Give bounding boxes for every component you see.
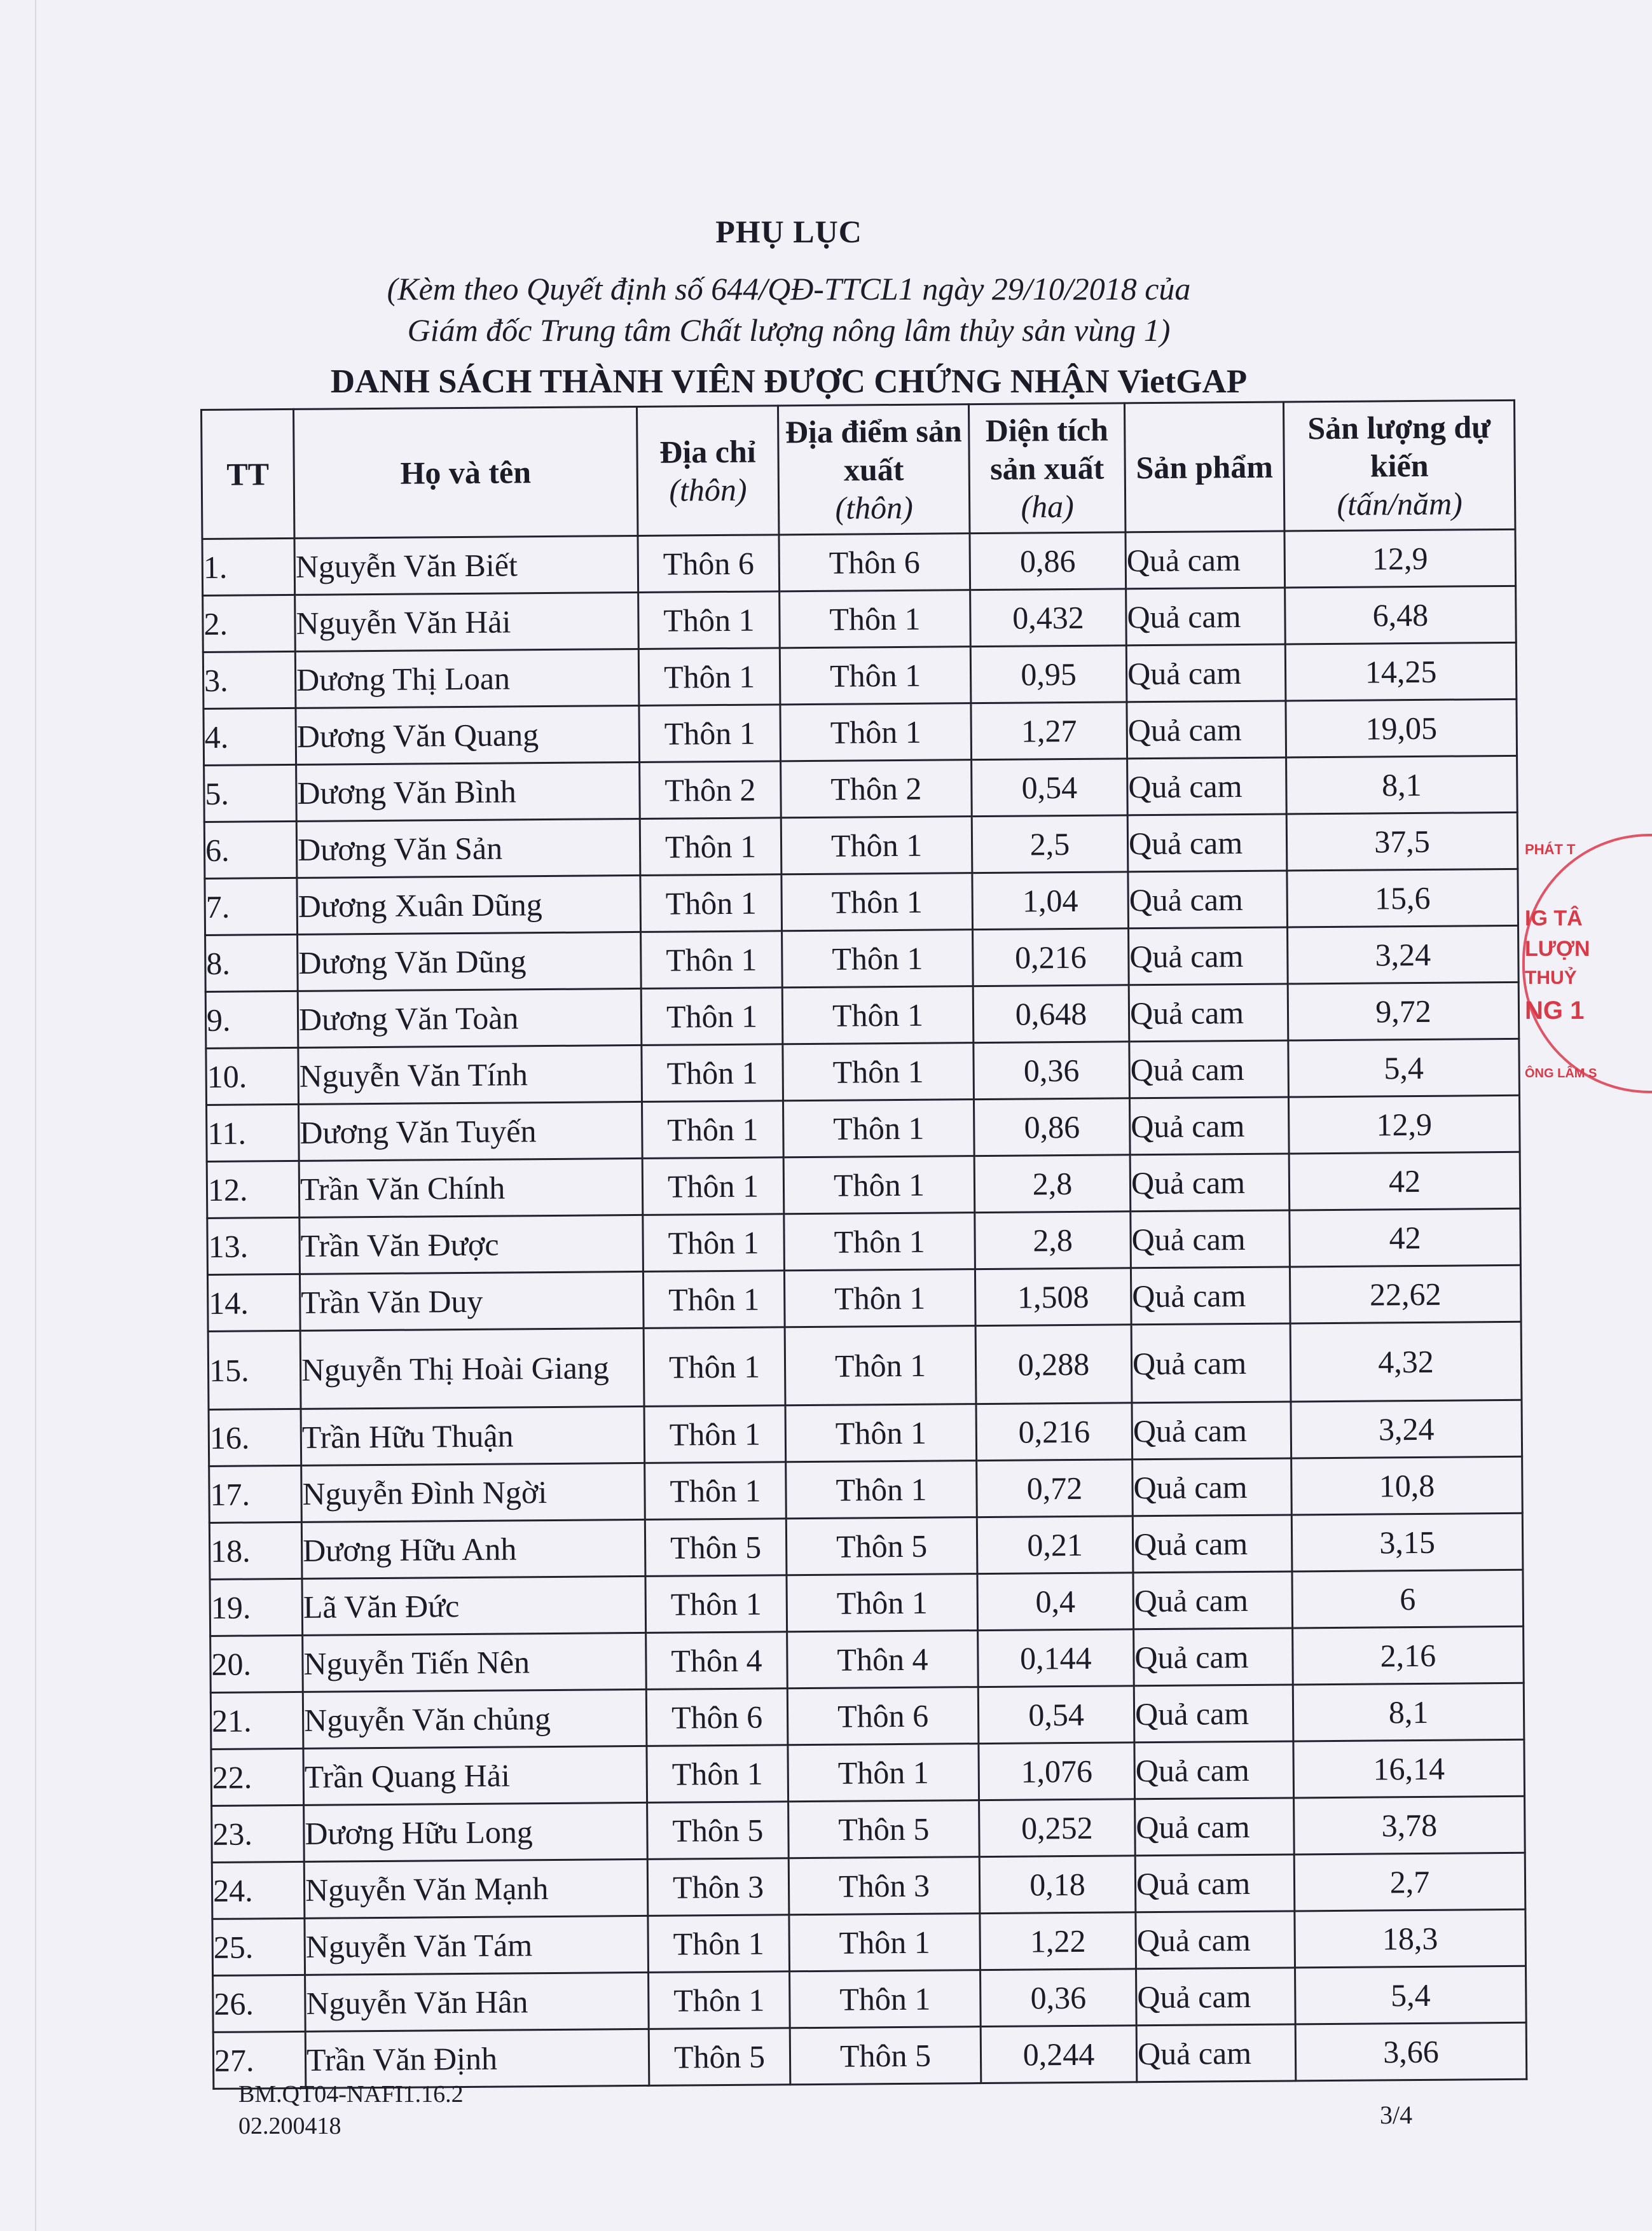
cell-site: Thôn 1: [782, 986, 974, 1044]
cell-product: Quả cam: [1131, 1210, 1290, 1268]
appendix-title: PHỤ LỤC: [715, 214, 862, 249]
cell-product: Quả cam: [1131, 1267, 1290, 1325]
cell-tt: 17.: [209, 1465, 302, 1523]
cell-address: Thôn 1: [644, 1327, 785, 1407]
cell-yield: 9,72: [1288, 982, 1519, 1040]
cell-product: Quả cam: [1126, 588, 1286, 646]
cell-product: Quả cam: [1134, 1685, 1293, 1743]
cell-site: Thôn 2: [781, 760, 972, 818]
table-row: [206, 1039, 1520, 1105]
table-header-row: [202, 400, 1515, 539]
cell-address: Thôn 1: [647, 1745, 788, 1803]
cell-product: Quả cam: [1134, 1741, 1294, 1799]
cell-product: Quả cam: [1128, 871, 1288, 929]
cell-name: Trần Văn Duy: [299, 1271, 644, 1330]
table-row: [212, 1853, 1525, 1919]
cell-name: Dương Thị Loan: [295, 649, 639, 708]
cell-product: Quả cam: [1129, 984, 1288, 1042]
cell-yield: 14,25: [1285, 642, 1517, 701]
cell-name: Nguyễn Thị Hoài Giang: [300, 1328, 644, 1409]
cell-site: Thôn 1: [783, 1043, 974, 1101]
cell-address: Thôn 1: [645, 1462, 787, 1520]
cell-name: Dương Văn Quang: [296, 705, 640, 764]
cell-site: Thôn 1: [786, 1461, 977, 1519]
cell-address: Thôn 6: [646, 1689, 788, 1746]
cell-area: 0,72: [977, 1460, 1133, 1517]
cell-area: 0,36: [974, 1042, 1130, 1100]
cell-name: Trần Văn Chính: [299, 1158, 643, 1217]
cell-area: 0,252: [979, 1799, 1136, 1857]
header-address: Địa chỉ (thôn): [637, 406, 778, 536]
cell-yield: 2,7: [1294, 1853, 1525, 1911]
cell-yield: 3,78: [1294, 1796, 1525, 1855]
cell-product: Quả cam: [1134, 1628, 1293, 1686]
cell-address: Thôn 5: [647, 1802, 789, 1860]
cell-area: 1,076: [979, 1743, 1135, 1800]
cell-address: Thôn 1: [648, 1915, 790, 1973]
cell-tt: 19.: [210, 1578, 303, 1636]
cell-tt: 27.: [213, 2031, 306, 2089]
form-code: [238, 2078, 464, 2142]
cell-yield: 2,16: [1293, 1626, 1524, 1685]
cell-site: Thôn 1: [784, 1213, 975, 1271]
cell-site: Thôn 1: [790, 1970, 981, 2028]
stamp-text: NG 1: [1525, 997, 1585, 1025]
cell-product: Quả cam: [1133, 1571, 1293, 1629]
table-row: [211, 1739, 1525, 1806]
cell-name: Nguyễn Văn Hân: [305, 1972, 649, 2031]
cell-site: Thôn 1: [785, 1326, 976, 1406]
cell-tt: 14.: [207, 1274, 300, 1331]
cell-tt: 11.: [207, 1104, 299, 1161]
table-row: [209, 1513, 1523, 1579]
cell-tt: 5.: [204, 764, 297, 822]
decision-reference-line-2: Giám đốc Trung tâm Chất lượng nông lâm thủy sản vùng 1): [407, 312, 1171, 348]
cell-area: 2,8: [974, 1155, 1131, 1213]
cell-product: Quả cam: [1129, 1040, 1289, 1098]
cell-name: Lã Văn Đức: [302, 1576, 646, 1635]
cell-area: 0,144: [978, 1629, 1134, 1687]
cell-area: 0,244: [981, 2026, 1137, 2083]
cell-tt: 22.: [211, 1748, 304, 1806]
cell-yield: 4,32: [1290, 1322, 1522, 1402]
cell-name: Dương Văn Dũng: [298, 932, 642, 991]
header-tt: TT: [202, 409, 294, 539]
cell-site: Thôn 5: [786, 1517, 977, 1575]
table-row: [208, 1322, 1522, 1409]
cell-name: Nguyễn Tiến Nên: [303, 1633, 647, 1692]
cell-site: Thôn 1: [783, 1100, 974, 1157]
cell-tt: 18.: [209, 1522, 302, 1579]
cell-yield: 5,4: [1288, 1039, 1520, 1097]
cell-site: Thôn 1: [781, 873, 973, 931]
cell-yield: 6: [1292, 1570, 1524, 1628]
cell-yield: 3,15: [1291, 1513, 1523, 1571]
cell-tt: 12.: [207, 1161, 299, 1218]
cell-address: Thôn 5: [649, 2028, 790, 2086]
cell-address: Thôn 4: [646, 1632, 788, 1690]
cell-address: Thôn 1: [645, 1575, 787, 1633]
cell-yield: 19,05: [1286, 699, 1517, 757]
cell-site: Thôn 1: [781, 817, 972, 874]
cell-address: Thôn 3: [647, 1858, 789, 1916]
cell-yield: 12,9: [1284, 529, 1516, 588]
table-row: [213, 1966, 1527, 2032]
cell-address: Thôn 1: [642, 1101, 784, 1159]
cell-product: Quả cam: [1126, 644, 1286, 702]
cell-name: Trần Văn Định: [305, 2029, 649, 2088]
table-row: [209, 1400, 1522, 1466]
cell-name: Nguyễn Văn Tính: [298, 1045, 642, 1104]
table-row: [203, 586, 1517, 652]
cell-area: 0,86: [974, 1098, 1130, 1156]
cell-tt: 8.: [205, 934, 298, 991]
cell-yield: 12,9: [1288, 1095, 1520, 1154]
table-row: [210, 1570, 1524, 1636]
cell-area: 0,648: [973, 985, 1129, 1043]
table-row: [204, 812, 1518, 878]
cell-name: Trần Văn Được: [299, 1215, 644, 1274]
header-site: Địa điểm sản xuất (thôn): [778, 404, 969, 535]
cell-product: Quả cam: [1136, 1968, 1296, 2026]
cell-yield: 42: [1289, 1152, 1520, 1210]
cell-area: 1,508: [975, 1268, 1131, 1326]
cell-product: Quả cam: [1132, 1515, 1292, 1573]
cell-area: 1,27: [971, 702, 1127, 760]
cell-site: Thôn 1: [783, 1156, 975, 1214]
cell-address: Thôn 1: [644, 1406, 786, 1463]
header-product: Sản phẩm: [1124, 402, 1284, 532]
cell-tt: 7.: [205, 878, 298, 935]
cell-product: Quả cam: [1127, 814, 1287, 872]
cell-name: Dương Xuân Dũng: [297, 875, 641, 934]
cell-name: Nguyễn Văn chủng: [303, 1689, 647, 1748]
cell-address: Thôn 2: [640, 761, 781, 819]
cell-area: 0,288: [975, 1325, 1132, 1404]
cell-site: Thôn 1: [780, 590, 971, 648]
cell-address: Thôn 1: [641, 931, 783, 989]
cell-address: Thôn 1: [638, 648, 780, 706]
form-code-number: BM.QT04-NAFI1.16.2: [238, 2081, 464, 2108]
cell-area: 0,54: [978, 1686, 1134, 1744]
table-row: [207, 1265, 1521, 1331]
cell-address: Thôn 5: [645, 1519, 787, 1577]
table-row: [203, 642, 1517, 708]
cell-yield: 22,62: [1290, 1265, 1521, 1323]
cell-tt: 2.: [203, 595, 296, 652]
table-row: [212, 1796, 1525, 1862]
cell-tt: 24.: [212, 1861, 305, 1919]
cell-product: Quả cam: [1130, 1154, 1290, 1212]
table-row: [203, 699, 1517, 765]
member-table: [200, 399, 1527, 2090]
cell-product: Quả cam: [1132, 1458, 1292, 1516]
cell-address: Thôn 1: [641, 988, 783, 1046]
cell-address: Thôn 1: [638, 591, 780, 649]
table-row: [205, 925, 1519, 991]
cell-tt: 25.: [212, 1918, 305, 1975]
cell-name: Dương Hữu Long: [304, 1802, 648, 1861]
cell-site: Thôn 3: [788, 1857, 980, 1915]
cell-tt: 13.: [207, 1217, 300, 1274]
cell-site: Thôn 4: [787, 1631, 979, 1689]
table-row: [207, 1208, 1521, 1274]
cell-product: Quả cam: [1135, 1855, 1295, 1912]
cell-product: Quả cam: [1127, 701, 1286, 759]
cell-product: Quả cam: [1136, 1911, 1295, 1969]
stamp-text: ÔNG LÂM S: [1525, 1067, 1597, 1081]
header-area: Diện tích sản xuất (ha): [968, 403, 1125, 534]
cell-name: Nguyễn Đình Ngời: [301, 1463, 645, 1522]
cell-site: Thôn 1: [782, 930, 974, 988]
cell-name: Nguyễn Văn Biết: [294, 535, 638, 595]
cell-name: Nguyễn Văn Mạnh: [304, 1859, 648, 1918]
cell-area: 0,432: [970, 589, 1127, 647]
stamp-ring: [1522, 834, 1652, 1093]
cell-site: Thôn 1: [780, 703, 972, 761]
cell-area: 0,216: [973, 929, 1129, 986]
cell-area: 0,18: [979, 1856, 1136, 1914]
table-row: [204, 756, 1518, 822]
table-body: [202, 529, 1527, 2089]
table-row: [210, 1683, 1524, 1749]
cell-product: Quả cam: [1132, 1402, 1291, 1460]
cell-name: Dương Văn Tuyến: [299, 1102, 643, 1161]
table-row: [205, 869, 1518, 935]
cell-address: Thôn 1: [642, 1157, 784, 1215]
cell-name: Dương Văn Toàn: [298, 988, 642, 1047]
cell-site: Thôn 1: [780, 647, 971, 705]
header-name: Họ và tên: [294, 406, 638, 538]
cell-tt: 9.: [205, 991, 298, 1048]
cell-tt: 21.: [210, 1692, 303, 1749]
cell-product: Quả cam: [1127, 757, 1287, 815]
cell-name: Trần Hữu Thuận: [301, 1406, 645, 1465]
stamp-text: LƯỢN: [1525, 937, 1590, 961]
form-code-date: 02.200418: [238, 2113, 341, 2139]
table-row: [207, 1152, 1520, 1218]
cell-area: 0,4: [977, 1573, 1134, 1631]
cell-yield: 18,3: [1295, 1909, 1526, 1968]
cell-address: Thôn 1: [649, 1972, 790, 2029]
cell-product: Quả cam: [1135, 1798, 1295, 1856]
cell-name: Trần Quang Hải: [303, 1746, 647, 1805]
cell-yield: 42: [1290, 1208, 1521, 1267]
stamp-text: IG TÂ: [1525, 906, 1583, 930]
cell-tt: 23.: [212, 1805, 305, 1862]
cell-name: Nguyễn Văn Tám: [305, 1916, 649, 1975]
cell-site: Thôn 5: [788, 1800, 980, 1858]
cell-site: Thôn 1: [787, 1574, 978, 1632]
cell-name: Dương Văn Sản: [296, 818, 640, 878]
cell-product: Quả cam: [1131, 1323, 1291, 1403]
cell-area: 0,95: [970, 646, 1127, 703]
cell-yield: 3,66: [1295, 2022, 1527, 2081]
red-seal-stamp: [1518, 830, 1597, 1097]
cell-product: Quả cam: [1129, 927, 1288, 985]
cell-tt: 26.: [213, 1975, 306, 2032]
cell-tt: 20.: [210, 1635, 303, 1692]
cell-site: Thôn 1: [789, 1914, 981, 1972]
table-row: [212, 1909, 1526, 1975]
cell-area: 0,36: [981, 1969, 1137, 2027]
table-row: [202, 529, 1516, 595]
cell-area: 0,86: [970, 532, 1126, 590]
cell-address: Thôn 6: [638, 535, 780, 593]
cell-address: Thôn 1: [642, 1044, 783, 1102]
cell-address: Thôn 1: [640, 874, 782, 932]
cell-site: Thôn 1: [788, 1744, 979, 1802]
cell-tt: 4.: [203, 708, 296, 765]
cell-site: Thôn 6: [787, 1687, 979, 1745]
cell-site: Thôn 1: [785, 1404, 977, 1462]
cell-product: Quả cam: [1136, 2024, 1296, 2082]
cell-tt: 16.: [209, 1409, 301, 1466]
cell-site: Thôn 5: [790, 2027, 981, 2085]
cell-name: Dương Văn Bình: [296, 762, 640, 821]
cell-tt: 1.: [202, 538, 295, 595]
cell-yield: 15,6: [1287, 869, 1518, 927]
table-row: [207, 1095, 1520, 1161]
table-row: [205, 982, 1519, 1048]
cell-name: Dương Hữu Anh: [301, 1519, 645, 1578]
cell-yield: 6,48: [1285, 586, 1517, 644]
cell-tt: 15.: [208, 1330, 301, 1409]
cell-name: Nguyễn Văn Hải: [295, 592, 639, 651]
cell-address: Thôn 1: [643, 1214, 785, 1272]
cell-yield: 37,5: [1286, 812, 1518, 871]
cell-tt: 3.: [203, 651, 296, 708]
cell-yield: 8,1: [1286, 756, 1518, 814]
header-yield: Sản lượng dự kiến (tấn/năm): [1283, 400, 1515, 531]
cell-site: Thôn 6: [779, 534, 970, 591]
cell-area: 2,8: [975, 1212, 1131, 1269]
cell-address: Thôn 1: [640, 818, 781, 876]
cell-area: 0,21: [977, 1516, 1133, 1574]
cell-area: 1,04: [972, 872, 1129, 930]
stamp-text: THUỶ: [1525, 967, 1577, 988]
cell-area: 1,22: [980, 1912, 1136, 1970]
cell-yield: 3,24: [1288, 925, 1519, 984]
cell-site: Thôn 1: [784, 1269, 975, 1327]
table-row: [210, 1626, 1524, 1692]
cell-yield: 3,24: [1291, 1400, 1522, 1458]
cell-area: 2,5: [972, 815, 1128, 873]
cell-address: Thôn 1: [643, 1271, 785, 1329]
cell-yield: 5,4: [1295, 1966, 1527, 2024]
cell-product: Quả cam: [1129, 1097, 1289, 1155]
stamp-text: PHÁT T: [1525, 841, 1576, 857]
cell-yield: 16,14: [1293, 1739, 1525, 1798]
cell-area: 0,54: [972, 759, 1128, 817]
page-number: 3/4: [1380, 2101, 1413, 2129]
cell-product: Quả cam: [1125, 531, 1285, 589]
decision-reference-line-1: (Kèm theo Quyết định số 644/QĐ-TTCL1 ngày 29/10/2018 của: [387, 271, 1191, 307]
table-row: [209, 1456, 1523, 1523]
cell-tt: 10.: [206, 1047, 299, 1105]
cell-address: Thôn 1: [639, 705, 781, 763]
cell-yield: 8,1: [1293, 1683, 1524, 1741]
cell-yield: 10,8: [1291, 1456, 1523, 1515]
cell-tt: 6.: [204, 821, 297, 878]
list-heading: DANH SÁCH THÀNH VIÊN ĐƯỢC CHỨNG NHẬN VietGAP: [330, 363, 1248, 400]
cell-area: 0,216: [976, 1403, 1132, 1461]
